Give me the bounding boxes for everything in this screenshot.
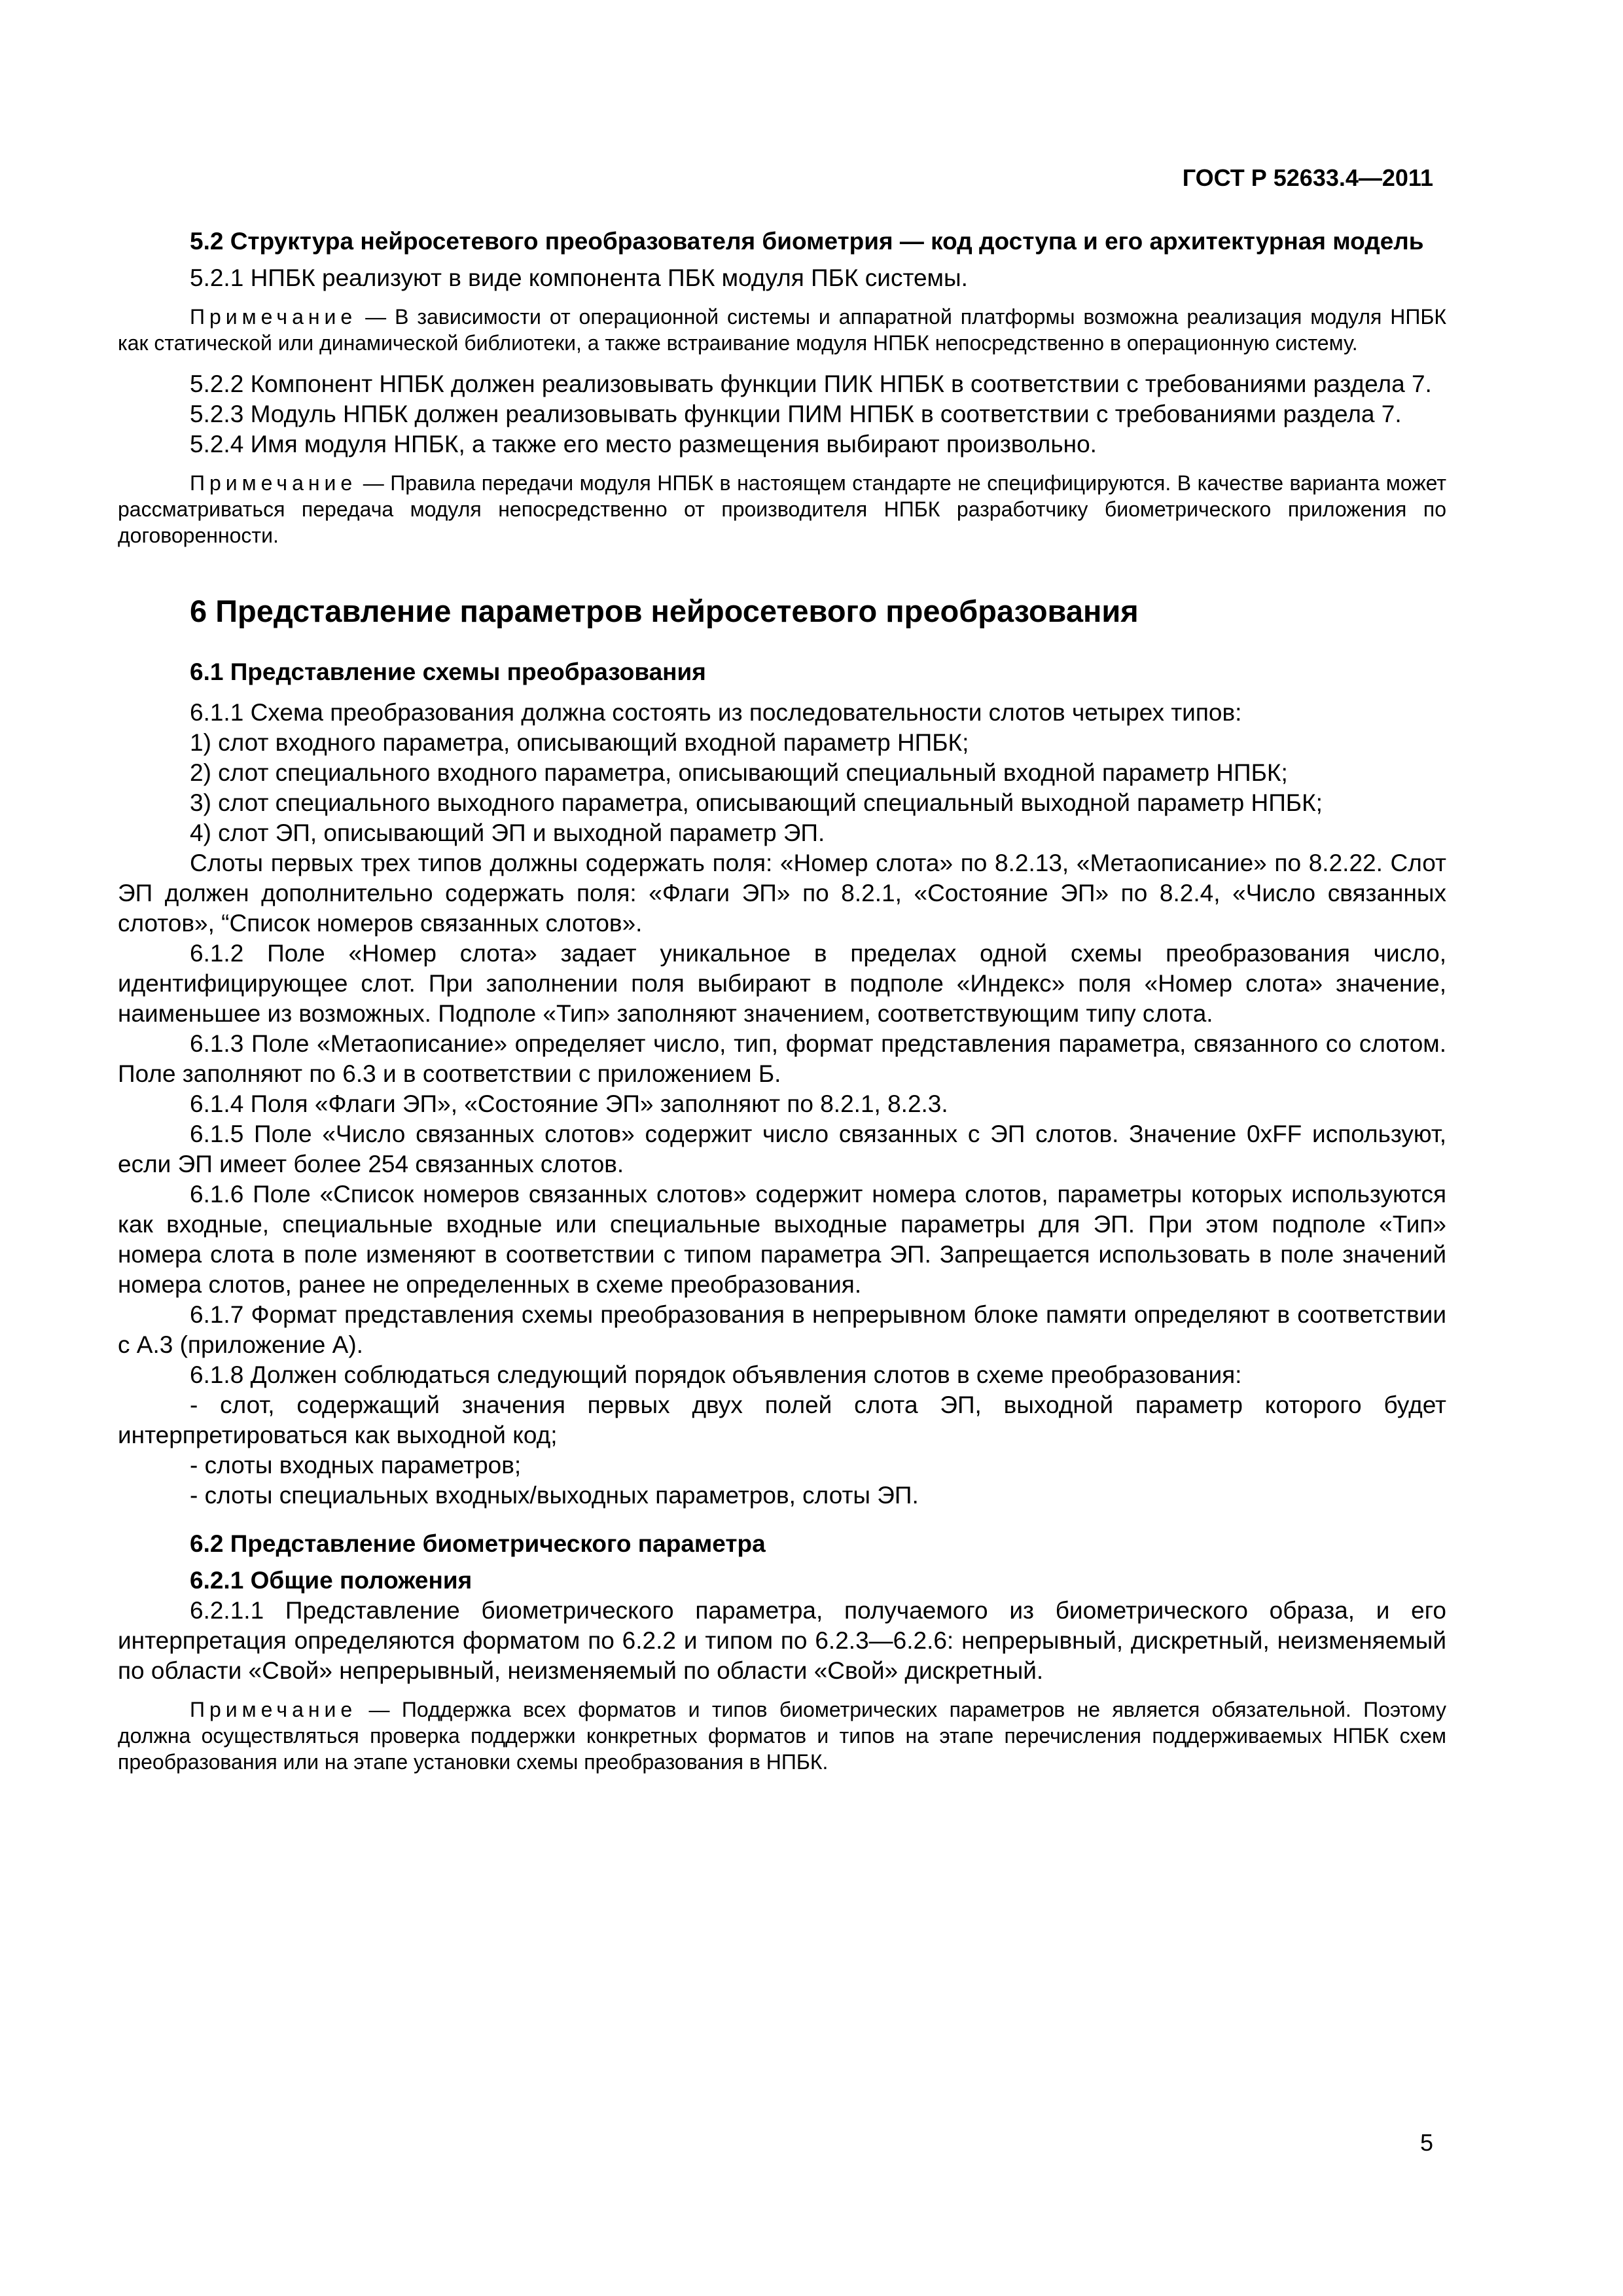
paragraph-6-1-8: 6.1.8 Должен соблюдаться следующий порядок объявления слотов в схеме преобразования: bbox=[190, 1361, 1242, 1388]
note-2 bbox=[118, 470, 1446, 548]
section-5-2-title: 5.2 Структура нейросетевого преобразователя биометрия — код доступа и его архитектурная модель bbox=[190, 228, 1424, 255]
dash-item-3: - слоты специальных входных/выходных параметров, слоты ЭП. bbox=[190, 1482, 919, 1509]
paragraph-6-1-2: 6.1.2 Поле «Номер слота» задает уникальное в пределах одной схемы преобразования число, идентифицирующее слот. При заполнении поля выбирают в подполе «Индекс» поля «Номер слота» значение, наименьшее из возможных. Подполе «Тип» заполняют значением, соответствующим типу слота. bbox=[118, 940, 1446, 1027]
paragraph-5-2-1: 5.2.1 НПБК реализуют в виде компонента ПБК модуля ПБК системы. bbox=[190, 264, 968, 291]
paragraph-6-1-4: 6.1.4 Поля «Флаги ЭП», «Состояние ЭП» заполняют по 8.2.1, 8.2.3. bbox=[190, 1090, 948, 1117]
note-label: Примечание bbox=[190, 471, 357, 495]
note-label: Примечание bbox=[190, 305, 357, 329]
paragraph-6-2-1-1: 6.2.1.1 Представление биометрического параметра, получаемого из биометрического образа, и его интерпретация определяются форматом по 6.2.2 и типом по 6.2.3—6.2.6: непрерывный, дискретный, неизменяемый по области «Свой» непрерывный, неизменяемый по области «Свой» дискретный. bbox=[118, 1597, 1446, 1684]
subsection-6-2-1-title: 6.2.1 Общие положения bbox=[190, 1567, 473, 1594]
paragraph-6-1-3: 6.1.3 Поле «Метаописание» определяет число, тип, формат представления параметра, связанного со слотом. Поле заполняют по 6.3 и в соответствии с приложением Б. bbox=[118, 1030, 1446, 1087]
list-item-1: 1) слот входного параметра, описывающий входной параметр НПБК; bbox=[190, 729, 969, 756]
paragraph-5-2-3: 5.2.3 Модуль НПБК должен реализовывать функции ПИМ НПБК в соответствии с требованиями раздела 7. bbox=[190, 401, 1402, 427]
section-6-2-title: 6.2 Представление биометрического параметра bbox=[190, 1530, 766, 1557]
dash-item-2: - слоты входных параметров; bbox=[190, 1452, 522, 1479]
paragraph-6-1-5: 6.1.5 Поле «Число связанных слотов» содержит число связанных с ЭП слотов. Значение 0xFF используют, если ЭП имеет более 254 связанных слотов. bbox=[118, 1121, 1446, 1177]
paragraph-slots: Слоты первых трех типов должны содержать поля: «Номер слота» по 8.2.13, «Метаописание» по 8.2.22. Слот ЭП должен дополнительно содержать поля: «Флаги ЭП» по 8.2.1, «Состояние ЭП» по 8.2.4, «Число связанных слотов», “Список номеров связанных слотов». bbox=[118, 850, 1446, 937]
list-item-4: 4) слот ЭП, описывающий ЭП и выходной параметр ЭП. bbox=[190, 819, 825, 846]
paragraph-5-2-4: 5.2.4 Имя модуля НПБК, а также его место размещения выбирают произвольно. bbox=[190, 431, 1097, 457]
page-content bbox=[118, 226, 1446, 1788]
dash-item-1: - слот, содержащий значения первых двух полей слота ЭП, выходной параметр которого будет интерпретироваться как выходной код; bbox=[118, 1391, 1446, 1448]
note-3 bbox=[118, 1696, 1446, 1775]
list-item-3: 3) слот специального выходного параметра, описывающий специальный выходной параметр НПБК; bbox=[190, 789, 1323, 816]
page-number: 5 bbox=[1419, 2129, 1433, 2156]
document-id: ГОСТ Р 52633.4—2011 bbox=[1182, 164, 1433, 191]
section-6-1-title: 6.1 Представление схемы преобразования bbox=[190, 658, 706, 685]
note-label: Примечание bbox=[190, 1698, 357, 1721]
paragraph-6-1-7: 6.1.7 Формат представления схемы преобразования в непрерывном блоке памяти определяют в соответствии с А.3 (приложение А). bbox=[118, 1301, 1446, 1358]
paragraph-6-1-1: 6.1.1 Схема преобразования должна состоять из последовательности слотов четырех типов: bbox=[190, 699, 1242, 726]
note-1 bbox=[118, 304, 1446, 356]
note-text: — Поддержка всех форматов и типов биометрических параметров не является обязательной. Поэтому должна осуществляться проверка поддержки конкретных форматов и типов на этапе перечисления поддерживаемых НПБК схем преобразования или на этапе установки схемы преобразования в НПБК. bbox=[118, 1698, 1446, 1774]
list-item-2: 2) слот специального входного параметра, описывающий специальный входной параметр НПБК; bbox=[190, 759, 1288, 786]
chapter-6-title: 6 Представление параметров нейросетевого преобразования bbox=[190, 594, 1139, 628]
paragraph-5-2-2: 5.2.2 Компонент НПБК должен реализовывать функции ПИК НПБК в соответствии с требованиями раздела 7. bbox=[190, 370, 1432, 397]
paragraph-6-1-6: 6.1.6 Поле «Список номеров связанных слотов» содержит номера слотов, параметры которых используются как входные, специальные входные или специальные выходные параметры для ЭП. При этом подполе «Тип» номера слота в поле изменяют в соответствии с типом параметра ЭП. Запрещается использовать в поле значений номера слотов, ранее не определенных в схеме преобразования. bbox=[118, 1181, 1446, 1298]
note-text: — Правила передачи модуля НПБК в настоящем стандарте не специфицируются. В качестве варианта может рассматриваться передача модуля непосредственно от производителя НПБК разработчику биометрического приложения по договоренности. bbox=[118, 471, 1446, 547]
note-text: — В зависимости от операционной системы и аппаратной платформы возможна реализация модуля НПБК как статической или динамической библиотеки, а также встраивание модуля НПБК непосредственно в операционную систему. bbox=[118, 305, 1446, 355]
